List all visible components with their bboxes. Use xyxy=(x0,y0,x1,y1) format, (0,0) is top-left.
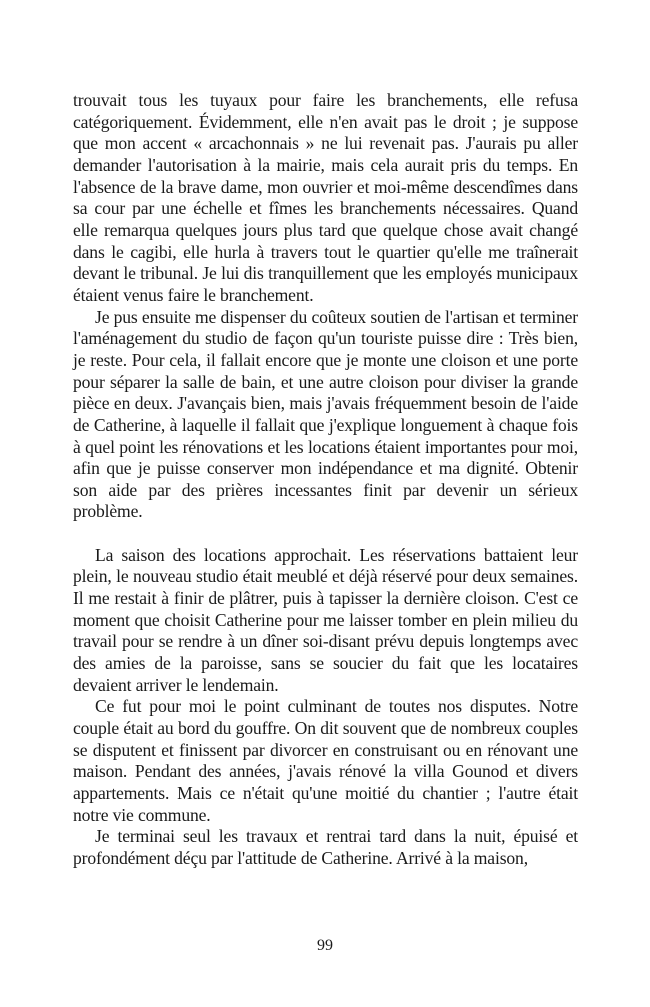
paragraph-1: trouvait tous les tuyaux pour faire les branchements, elle refusa catégoriquement. Évidemment, elle n'en avait pas le droit ; je suppose que mon accent « arcachonnais » ne lui revenait pas. J'aurais pu aller demander l'autorisation à la mairie, mais cela aurait pris du temps. En l'absence de la brave dame, mon ouvrier et moi-même descendîmes dans sa cour par une échelle et fîmes les branchements nécessaires. Quand elle remarqua quelques jours plus tard que quelque chose avait changé dans le cagibi, elle hurla à travers tout le quartier qu'elle me traînerait devant le tribunal. Je lui dis tranquillement que les employés municipaux étaient venus faire le branchement. xyxy=(73,90,578,305)
paragraph-4: Ce fut pour moi le point culminant de toutes nos disputes. Notre couple était au bord du gouffre. On dit souvent que de nombreux couples se disputent et finissent par divorcer en construisant ou en rénovant une maison. Pendant des années, j'avais rénové la villa Gounod et divers appartements. Mais ce n'était qu'une moitié du chantier ; l'autre était notre vie commune. xyxy=(73,696,578,825)
paragraph-5: Je terminai seul les travaux et rentrai tard dans la nuit, épuisé et profondément déçu par l'attitude de Catherine. Arrivé à la maison, xyxy=(73,826,578,868)
paragraph-3: La saison des locations approchait. Les réservations battaient leur plein, le nouveau studio était meublé et déjà réservé pour deux semaines. Il me restait à finir de plâtrer, puis à tapisser la dernière cloison. C'est ce moment que choisit Catherine pour me laisser tomber en plein milieu du travail pour se rendre à un dîner soi-disant prévu depuis longtemps avec des amies de la paroisse, sans se soucier du fait que les locataires devaient arriver le lendemain. xyxy=(73,544,578,695)
paragraph-2: Je pus ensuite me dispenser du coûteux soutien de l'artisan et terminer l'aménagement du studio de façon qu'un touriste puisse dire : Très bien, je reste. Pour cela, il fallait encore que je monte une cloison et une porte pour séparer la salle de bain, et une autre cloison pour diviser la grande pièce en deux. J'avançais bien, mais j'avais fréquemment besoin de l'aide de Catherine, à laquelle il fallait que j'explique longuement à chaque fois à quel point les rénovations et les locations étaient importantes pour moi, afin que je puisse conserver mon indépendance et ma dignité. Obtenir son aide par des prières incessantes finit par devenir un sérieux problème. xyxy=(73,306,578,522)
section-break xyxy=(73,523,578,545)
page-number: 99 xyxy=(317,937,333,954)
page-body xyxy=(73,90,578,870)
